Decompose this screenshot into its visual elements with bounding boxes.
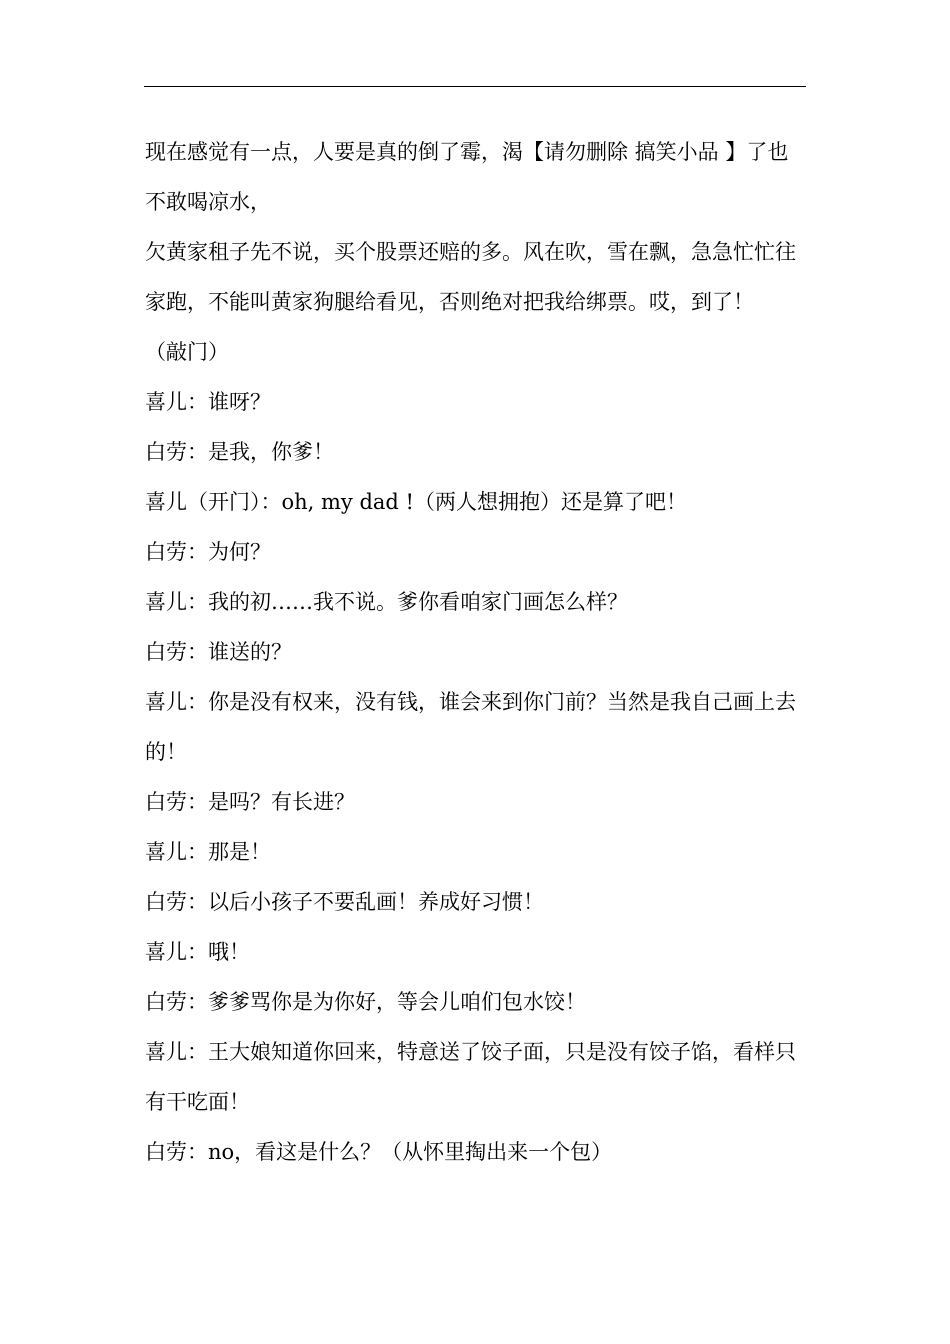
- dialogue-line: 白劳：谁送的？: [145, 640, 292, 664]
- paragraph-intro: 现在感觉有一点，人要是真的倒了霉，渴【请勿删除 搞笑小品 】了也不敢喝凉水，: [145, 140, 789, 214]
- dialogue-line: 白劳：以后小孩子不要乱画！养成好习惯！: [145, 890, 544, 914]
- dialogue-line: 喜儿：你是没有权来，没有钱，谁会来到你门前？当然是我自己画上去的！: [145, 690, 796, 764]
- dialogue-line: 白劳：是吗？有长进？: [145, 790, 355, 814]
- dialogue-line: 喜儿：我的初……我不说。爹你看咱家门画怎么样？: [145, 590, 628, 614]
- paragraph-monologue: 欠黄家租子先不说，买个股票还赔的多。风在吹，雪在飘，急急忙忙往家跑，不能叫黄家狗腿给看见，否则绝对把我给绑票。哎，到了！: [145, 240, 796, 314]
- dialogue-line: 喜儿（开门）：oh, my dad !（两人想拥抱）还是算了吧！: [145, 490, 687, 514]
- script-body: [145, 127, 800, 1177]
- dialogue-line: 白劳：爹爹骂你是为你好，等会儿咱们包水饺！: [145, 990, 586, 1014]
- dialogue-line: 喜儿：谁呀？: [145, 390, 271, 414]
- dialogue-line: 白劳：是我，你爹！: [145, 440, 334, 464]
- dialogue-line: 喜儿：那是！: [145, 840, 271, 864]
- dialogue-line: 白劳：为何？: [145, 540, 271, 564]
- dialogue-line: 喜儿：王大娘知道你回来，特意送了饺子面，只是没有饺子馅，看样只有干吃面！: [145, 1040, 796, 1114]
- header-rule: [144, 86, 806, 87]
- stage-direction: （敲门）: [145, 340, 229, 364]
- dialogue-line: 喜儿：哦！: [145, 940, 250, 964]
- dialogue-line: 白劳：no，看这是什么？（从怀里掏出来一个包）: [145, 1140, 613, 1164]
